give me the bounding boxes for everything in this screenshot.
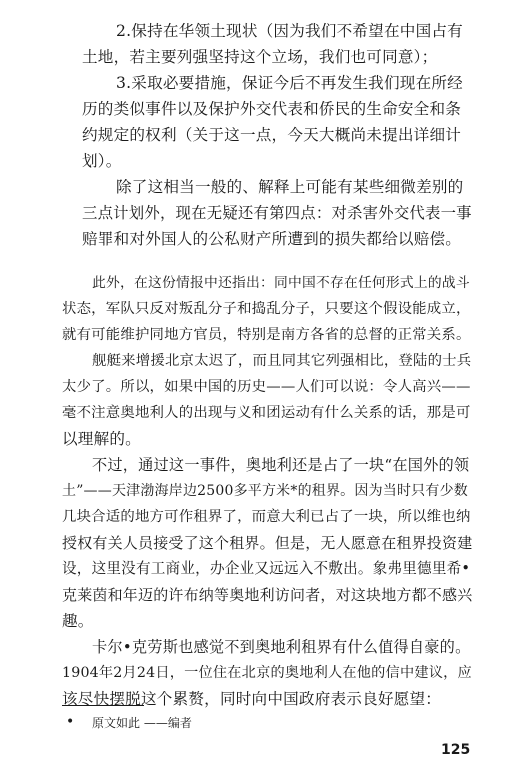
footnote-text: 原文如此 ——编者 xyxy=(92,716,192,730)
text-line: 就有可能维护同地方官员，特别是南方各省的总督的正常关系。 xyxy=(62,327,471,343)
text-line: 授权有关人员接受了这个租界。但是，无人愿意在租界投资建 xyxy=(62,534,473,552)
text-line: 趣。 xyxy=(62,612,94,630)
page-number: 125 xyxy=(441,742,471,758)
text-line: 三点计划外，现在无疑还有第四点：对杀害外交代表一事 xyxy=(82,204,472,222)
text-line: 历的类似事件以及保护外交代表和侨民的生命安全和条 xyxy=(82,100,462,118)
text-line: 除了这相当一般的、解释上可能有某些细微差别的 xyxy=(116,178,464,196)
text-line: 太少了。所以，如果中国的历史——人们可以说：令人高兴—— xyxy=(62,379,471,395)
text-line: 状态，军队只反对叛乱分子和捣乱分子，只要这个假设能成立， xyxy=(62,301,471,317)
text-line: 土”——天津渤海岸边2500多平方米*的租界。因为当时只有少数 xyxy=(62,483,468,499)
text-line: 划）。 xyxy=(82,152,122,170)
text-line: 克莱茵和年迈的许布纳等奥地利访问者，对这块地方都不感兴 xyxy=(62,586,473,604)
footnote-divider xyxy=(62,705,144,706)
text-line: 3.采取必要措施，保证今后不再发生我们现在所经 xyxy=(116,74,463,92)
text-line: 舰艇来增援北京太迟了，而且同其它列强相比，登陆的士兵 xyxy=(92,353,472,369)
text-line: 以理解的。 xyxy=(62,430,141,448)
text-line: 不过，通过这一事件，奥地利还是占了一块“在国外的领 xyxy=(92,456,470,474)
text-line: 该尽快摆脱这个累赘，同时向中国政府表示良好愿望： xyxy=(62,690,442,708)
text-line: 此外，在这份情报中还指出：同中国不存在任何形式上的战斗 xyxy=(92,275,470,291)
text-line: 1904年2月24日，一位住在北京的奥地利人在他的信中建议，应 xyxy=(62,665,472,681)
text-line: 赔罪和对外国人的公私财产所遭到的损失都给以赔偿。 xyxy=(82,230,462,248)
text-line: 毫不注意奥地利人的出现与义和团运动有什么关系的话，那是可 xyxy=(62,405,471,421)
text-line: 卡尔•克劳斯也感觉不到奥地利租界有什么值得自豪的。 xyxy=(92,638,471,656)
footnote-mark: • xyxy=(66,714,75,730)
text-line: 设，这里没有工商业，办企业又远远入不敷出。象弗里德里希• xyxy=(62,560,471,577)
text-line: 约规定的权利（关于这一点，今天大概尚未提出详细计 xyxy=(82,126,462,144)
text-line: 土地，若主要列强坚持这个立场，我们也可同意）； xyxy=(82,48,438,66)
text-line: 2.保持在华领土现状（因为我们不希望在中国占有 xyxy=(116,22,463,40)
text-line: 几块合适的地方可作租界了，而意大利已占了一块，所以维也纳 xyxy=(62,509,471,525)
